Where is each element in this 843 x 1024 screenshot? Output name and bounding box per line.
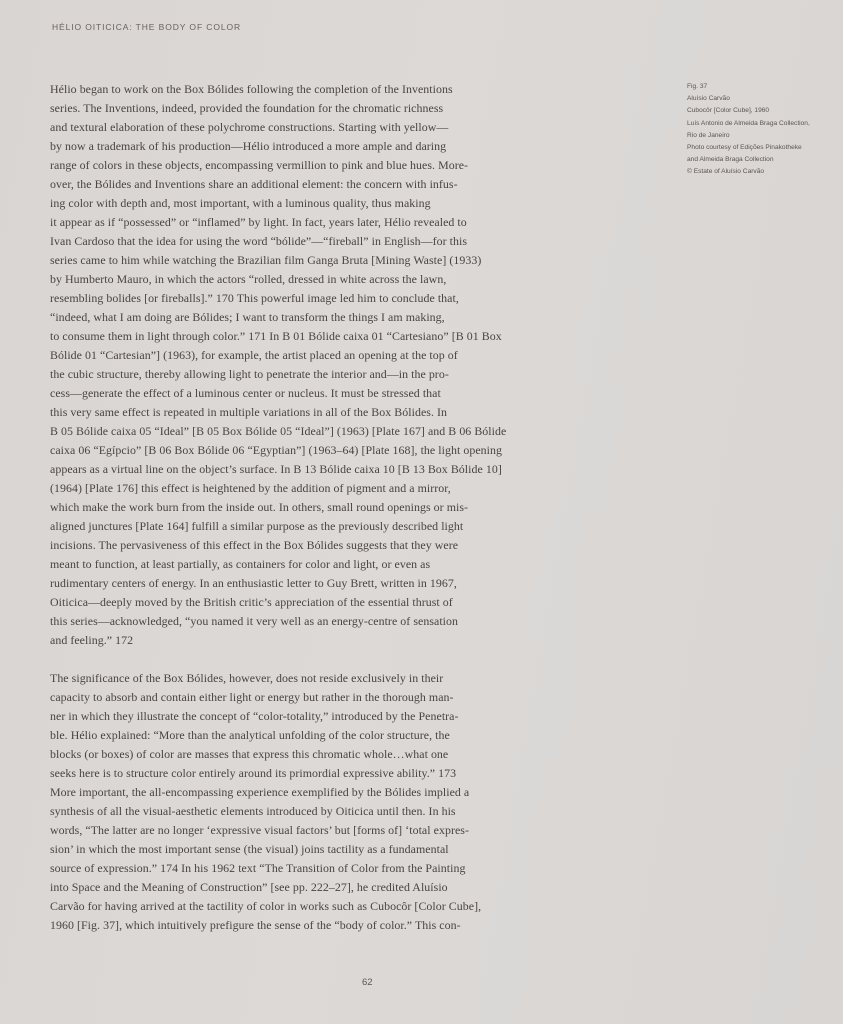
text-line: 1960 [Fig. 37], which intuitively prefigure the sense of the “body of color.” This con- — [50, 918, 461, 932]
body-text — [50, 80, 520, 935]
text-line: range of colors in these objects, encompassing vermillion to pink and blue hues. More- — [50, 158, 469, 172]
caption-line: Fig. 37 — [687, 83, 708, 90]
figure-caption — [687, 81, 810, 179]
text-line: capacity to absorb and contain either light or energy but rather in the thorough man- — [50, 690, 454, 704]
text-line: by now a trademark of his production—Hélio introduced a more ample and daring — [50, 139, 447, 153]
text-line: meant to function, at least partially, as containers for color and light, or even as — [50, 557, 431, 571]
caption-line: and Almeida Braga Collection — [687, 156, 774, 164]
text-line: More important, the all-encompassing experience exemplified by the Bólides implied a — [50, 785, 470, 799]
text-line: sion’ in which the most important sense (the visual) joins tactility as a fundamental — [50, 842, 449, 856]
text-line: to consume them in light through color.” 171 In B 01 Bólide caixa 01 “Cartesiano” [B 01 Box — [50, 329, 502, 343]
text-line: and textural elaboration of these polychrome constructions. Starting with yellow— — [50, 120, 449, 134]
caption-line: Photo courtesy of Edições Pinakotheke — [687, 143, 802, 151]
text-line: into Space and the Meaning of Construction” [see pp. 222–27], he credited Aluísio — [50, 880, 448, 894]
text-line: and feeling.” 172 — [50, 633, 134, 647]
running-head: HÉLIO OITICICA: THE BODY OF COLOR — [52, 22, 242, 32]
text-line: aligned junctures [Plate 164] fulfill a similar purpose as the previously described light — [50, 519, 464, 533]
text-line: “indeed, what I am doing are Bólides; I want to transform the things I am making, — [50, 310, 445, 324]
text-line: series. The Inventions, indeed, provided the foundation for the chromatic richness — [50, 101, 444, 115]
page-number: 62 — [362, 977, 373, 988]
text-line: Carvão for having arrived at the tactility of color in works such as Cubocôr [Color Cube], — [50, 899, 482, 913]
text-line: source of expression.” 174 In his 1962 text “The Transition of Color from the Painting — [50, 861, 466, 875]
text-line: the cubic structure, thereby allowing light to penetrate the interior and—in the pro- — [50, 367, 449, 381]
text-line: blocks (or boxes) of color are masses that express this chromatic whole…what one — [50, 747, 449, 761]
text-line: ner in which they illustrate the concept of “color-totality,” introduced by the Penetra- — [50, 709, 459, 723]
caption-line: Cubocôr [Color Cube], 1960 — [687, 107, 770, 115]
text-line: incisions. The pervasiveness of this effect in the Box Bólides suggests that they were — [50, 538, 459, 552]
text-line: this series—acknowledged, “you named it very well as an energy-centre of sensation — [50, 614, 459, 628]
text-line: The significance of the Box Bólides, however, does not reside exclusively in their — [50, 671, 444, 685]
text-line: seeks here is to structure color entirely around its primordial expressive ability.” 173 — [50, 766, 457, 780]
caption-line: © Estate of Aluísio Carvão — [687, 168, 765, 176]
text-line: ble. Hélio explained: “More than the analytical unfolding of the color structure, the — [50, 728, 450, 742]
text-line: appears as a virtual line on the object’s surface. In B 13 Bólide caixa 10 [B 13 Box Bólide 10] — [50, 462, 502, 476]
text-line: Bólide 01 “Cartesian”] (1963), for example, the artist placed an opening at the top of — [50, 348, 458, 362]
paragraph-break — [50, 650, 520, 669]
text-line: caixa 06 “Egípcio” [B 06 Box Bólide 06 “Egyptian”] (1963–64) [Plate 168], the light opening — [50, 443, 502, 457]
text-line: synthesis of all the visual-aesthetic elements introduced by Oiticica until then. In his — [50, 804, 456, 818]
text-line: B 05 Bólide caixa 05 “Ideal” [B 05 Box Bólide 05 “Ideal”] (1963) [Plate 167] and B 06 Bólide — [50, 424, 507, 438]
text-line: over, the Bólides and Inventions share an additional element: the concern with infus- — [50, 177, 458, 191]
text-line: Oiticica—deeply moved by the British critic’s appreciation of the essential thrust of — [50, 595, 453, 609]
text-line: words, “The latter are no longer ‘expressive visual factors’ but [forms of] ‘total expres- — [50, 823, 469, 837]
caption-line: Rio de Janeiro — [687, 131, 730, 139]
text-line: Hélio began to work on the Box Bólides following the completion of the Inventions — [50, 82, 453, 96]
text-line: rudimentary centers of energy. In an enthusiastic letter to Guy Brett, written in 1967, — [50, 576, 457, 590]
text-line: ing color with depth and, most important, with a luminous quality, thus making — [50, 196, 431, 210]
text-line: this very same effect is repeated in multiple variations in all of the Box Bólides. In — [50, 405, 448, 419]
text-line: Ivan Cardoso that the idea for using the word “bólide”—“fireball” in English—for this — [50, 234, 468, 248]
text-line: which make the work burn from the inside out. In others, small round openings or mis- — [50, 500, 469, 514]
caption-line: Aluísio Carvão — [687, 95, 730, 103]
caption-line: Luís Antonio de Almeida Braga Collection, — [687, 119, 810, 127]
text-line: by Humberto Mauro, in which the actors “rolled, dressed in white across the lawn, — [50, 272, 447, 286]
text-line: it appear as if “possessed” or “inflamed” by light. In fact, years later, Hélio revealed to — [50, 215, 467, 229]
text-line: (1964) [Plate 176] this effect is heightened by the addition of pigment and a mirror, — [50, 481, 451, 495]
text-line: series came to him while watching the Brazilian film Ganga Bruta [Mining Waste] (1933) — [50, 253, 482, 267]
text-line: cess—generate the effect of a luminous center or nucleus. It must be stressed that — [50, 386, 441, 400]
text-line: resembling bolides [or fireballs].” 170 This powerful image led him to conclude that, — [50, 291, 459, 305]
